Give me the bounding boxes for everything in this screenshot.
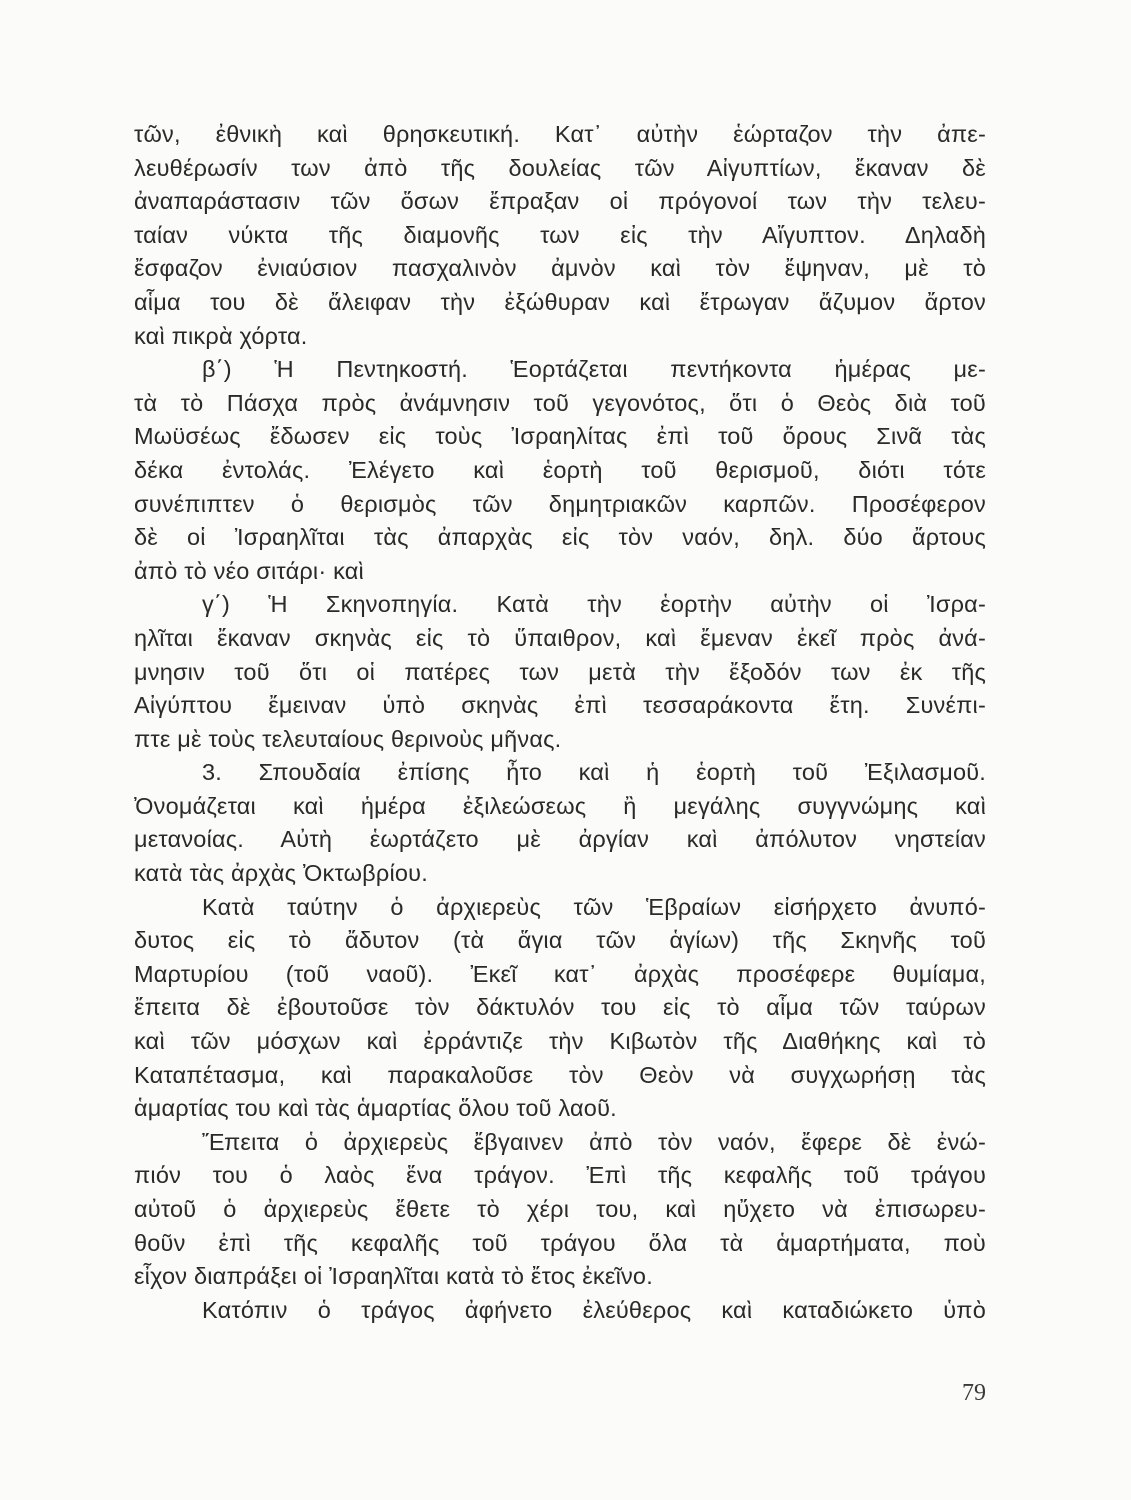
page-number: 79 <box>962 1380 986 1406</box>
text-line: Ὀνομάζεται καὶ ἡμέρα ἐξιλεώσεως ἢ μεγάλης συγγνώμης καὶ <box>134 792 986 819</box>
text-line: Μωϋσέως ἔδωσεν εἰς τοὺς Ἰσραηλίτας ἐπὶ τοῦ ὄρους Σινᾶ τὰς <box>134 423 986 450</box>
section-heading-line: β΄) Ἡ Πεντηκοστή. Ἑορτάζεται πεντήκοντα ἡμέρας με- <box>202 356 986 383</box>
section-heading-line: γ΄) Ἡ Σκηνοπηγία. Κατὰ τὴν ἑορτὴν αὐτὴν οἱ Ἰσρα- <box>202 591 986 618</box>
text-line: κατὰ τὰς ἀρχὰς Ὀκτωβρίου. <box>134 860 428 887</box>
text-line: θοῦν ἐπὶ τῆς κεφαλῆς τοῦ τράγου ὅλα τὰ ἁμαρτήματα, ποὺ <box>134 1229 986 1256</box>
text-line: ἔσφαζον ἐνιαύσιον πασχαλινὸν ἀμνὸν καὶ τὸν ἔψηναν, μὲ τὸ <box>134 255 986 282</box>
text-line: δέκα ἐντολάς. Ἐλέγετο καὶ ἑορτὴ τοῦ θερισμοῦ, διότι τότε <box>134 456 986 483</box>
text-line: ἀπὸ τὸ νέο σιτάρι· καὶ <box>134 557 364 584</box>
text-line: πτε μὲ τοὺς τελευταίους θερινοὺς μῆνας. <box>134 725 562 752</box>
text-line: καὶ πικρὰ χόρτα. <box>134 322 308 349</box>
text-line: καὶ τῶν μόσχων καὶ ἐρράντιζε τὴν Κιβωτὸν τῆς Διαθήκης καὶ τὸ <box>134 1028 986 1055</box>
text-line: ἀναπαράστασιν τῶν ὅσων ἔπραξαν οἱ πρόγονοί των τὴν τελευ- <box>134 188 986 215</box>
text-line: Καταπέτασμα, καὶ παρακαλοῦσε τὸν Θεὸν νὰ συγχωρήσῃ τὰς <box>134 1061 986 1088</box>
text-line: αἷμα του δὲ ἄλειφαν τὴν ἐξώθυραν καὶ ἔτρωγαν ἄζυμον ἄρτον <box>134 288 986 315</box>
paragraph-first-line: Κατὰ ταύτην ὁ ἀρχιερεὺς τῶν Ἑβραίων εἰσήρχετο ἀνυπό- <box>202 893 986 920</box>
text-line: εἶχον διαπράξει οἱ Ἰσραηλῖται κατὰ τὸ ἔτος ἐκεῖνο. <box>134 1263 653 1290</box>
text-line: πιόν του ὁ λαὸς ἕνα τράγον. Ἐπὶ τῆς κεφαλῆς τοῦ τράγου <box>134 1162 986 1189</box>
body-text <box>134 118 986 1327</box>
text-line: λευθέρωσίν των ἀπὸ τῆς δουλείας τῶν Αἰγυπτίων, ἔκαναν δὲ <box>134 154 986 181</box>
section-heading-line: 3. Σπουδαία ἐπίσης ἦτο καὶ ἡ ἑορτὴ τοῦ Ἐξιλασμοῦ. <box>202 759 986 786</box>
text-line: ηλῖται ἔκαναν σκηνὰς εἰς τὸ ὕπαιθρον, καὶ ἔμεναν ἐκεῖ πρὸς ἀνά- <box>134 624 986 651</box>
paragraph-first-line: Ἔπειτα ὁ ἀρχιερεὺς ἔβγαινεν ἀπὸ τὸν ναόν, ἔφερε δὲ ἐνώ- <box>202 1128 986 1155</box>
text-line: συνέπιπτεν ὁ θερισμὸς τῶν δημητριακῶν καρπῶν. Προσέφερον <box>134 490 986 517</box>
text-line: τὰ τὸ Πάσχα πρὸς ἀνάμνησιν τοῦ γεγονότος, ὅτι ὁ Θεὸς διὰ τοῦ <box>134 389 986 416</box>
text-line: αὐτοῦ ὁ ἀρχιερεὺς ἔθετε τὸ χέρι του, καὶ ηὔχετο νὰ ἐπισωρευ- <box>134 1196 986 1222</box>
text-line: μετανοίας. Αὐτὴ ἑωρτάζετο μὲ ἀργίαν καὶ ἀπόλυτον νηστείαν <box>134 826 986 853</box>
text-line: δὲ οἱ Ἰσραηλῖται τὰς ἀπαρχὰς εἰς τὸν ναόν, δηλ. δύο ἄρτους <box>134 524 986 551</box>
text-line: Αἰγύπτου ἔμειναν ὑπὸ σκηνὰς ἐπὶ τεσσαράκοντα ἔτη. Συνέπι- <box>134 692 986 719</box>
text-line: τῶν, ἐθνικὴ καὶ θρησκευτική. Κατ᾽ αὐτὴν ἑώρταζον τὴν ἀπε- <box>134 121 986 147</box>
text-line: μνησιν τοῦ ὅτι οἱ πατέρες των μετὰ τὴν ἔξοδόν των ἐκ τῆς <box>134 658 986 685</box>
text-line: δυτος εἰς τὸ ἄδυτον (τὰ ἅγια τῶν ἁγίων) τῆς Σκηνῆς τοῦ <box>134 927 986 954</box>
text-line: Μαρτυρίου (τοῦ ναοῦ). Ἐκεῖ κατ᾽ ἀρχὰς προσέφερε θυμίαμα, <box>134 960 986 987</box>
text-line: ἁμαρτίας του καὶ τὰς ἁμαρτίας ὅλου τοῦ λαοῦ. <box>134 1095 617 1122</box>
text-line: ταίαν νύκτα τῆς διαμονῆς των εἰς τὴν Αἴγυπτον. Δηλαδὴ <box>134 221 986 248</box>
text-line: ἔπειτα δὲ ἐβουτοῦσε τὸν δάκτυλόν του εἰς τὸ αἷμα τῶν ταύρων <box>134 994 986 1021</box>
paragraph-first-line: Κατόπιν ὁ τράγος ἀφήνετο ἐλεύθερος καὶ καταδιώκετο ὑπὸ <box>202 1296 986 1323</box>
